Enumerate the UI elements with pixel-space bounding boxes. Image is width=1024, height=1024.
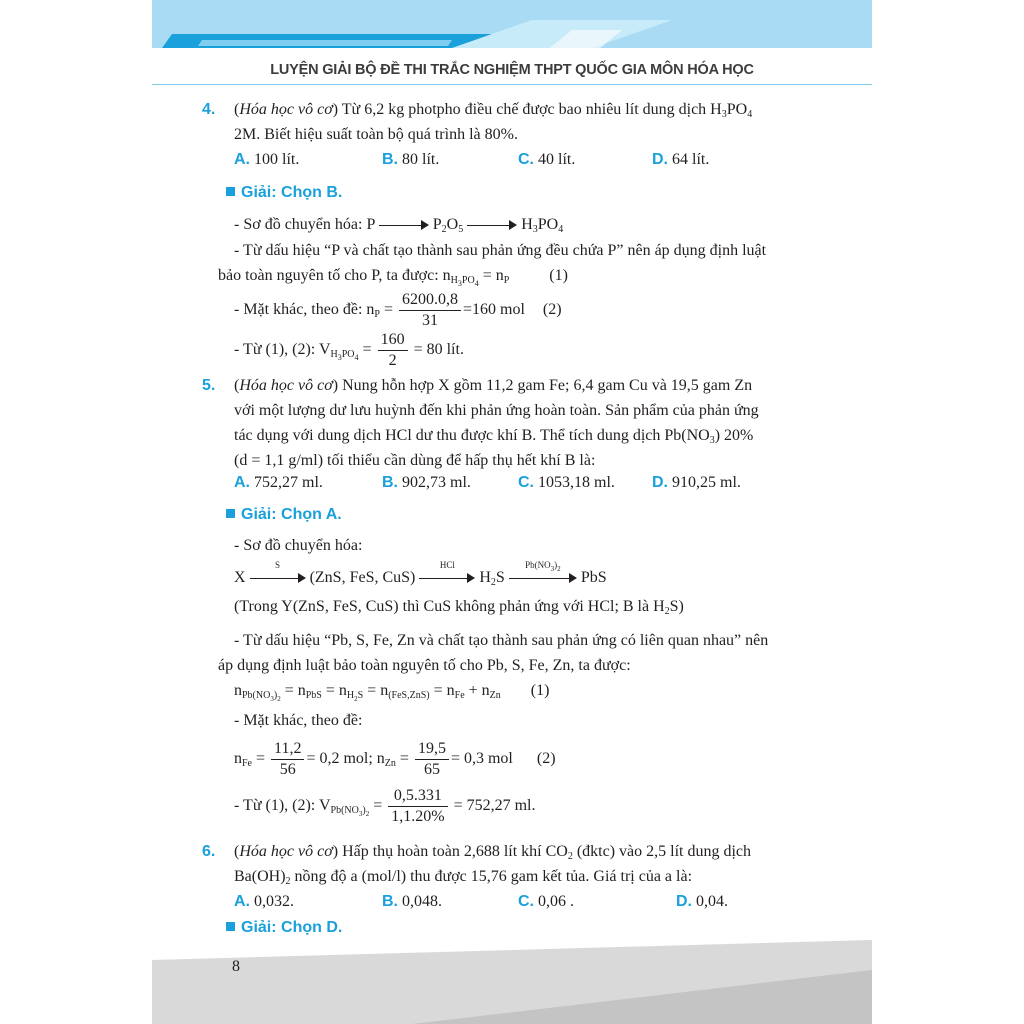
- question-number: 5.: [202, 377, 216, 394]
- equation-2: $n_{Fe}$ = $\frac{11,2}{56}$ = 0,2 mol; $n_{Zn}$ = $\frac{19,5}{65}$ = 0,3 mol (2): [234, 740, 556, 778]
- solution-line: bảo toàn nguyên tố cho P, ta được: $n_{H_3PO_4} = n_P$ (1): [218, 267, 568, 288]
- topic: Hóa học vô cơ: [239, 843, 333, 860]
- book-page: [152, 0, 872, 1024]
- solution-line: - Mặt khác, theo đề: $n_P$ = $\frac{6200.0,8}{31}$ =160 mol (2): [234, 291, 562, 329]
- option-b[interactable]: B. 902,73 ml.: [382, 474, 471, 491]
- question-text: với một lượng dư lưu huỳnh đến khi phản ứng hoàn toàn. Sản phẩm của phản ứng: [234, 402, 759, 419]
- option-d[interactable]: D. 910,25 ml.: [652, 474, 741, 491]
- option-d[interactable]: D. 0,04.: [676, 893, 728, 910]
- equation-1: $n_{Pb(NO_3)_2} = n_{PbS} = n_{H_2S} = n_{(FeS,ZnS)} = n_{Fe} + n_{Zn}$ (1): [234, 682, 550, 703]
- question-text: tác dụng với dung dịch HCl dư thu được khí B. Thể tích dung dịch $Pb(NO_3)$ 20%: [234, 427, 754, 446]
- option-c[interactable]: C. 0,06 .: [518, 893, 574, 910]
- question-text: (d = 1,1 g/ml) tối thiểu cần dùng để hấp thụ hết khí B là:: [234, 452, 596, 469]
- solution-line: - Từ dấu hiệu “Pb, S, Fe, Zn và chất tạo thành sau phản ứng có liên quan nhau” nên: [234, 632, 769, 649]
- solution-line: - Mặt khác, theo đề:: [234, 712, 363, 729]
- question-text: 2M. Biết hiệu suất toàn bộ quá trình là 80%.: [234, 126, 518, 143]
- question-text: $Ba(OH)_2$ nồng độ a (mol/l) thu được 15,76 gam kết tủa. Giá trị của a là:: [234, 868, 693, 887]
- option-c[interactable]: C. 40 lít.: [518, 151, 576, 168]
- option-b[interactable]: B. 0,048.: [382, 893, 442, 910]
- option-a[interactable]: A. 0,032.: [234, 893, 294, 910]
- page-number: 8: [232, 958, 240, 975]
- solution-line: (Trong Y(ZnS, FeS, CuS) thì CuS không phản ứng với HCl; B là $H_2S$): [234, 598, 684, 617]
- question-4: 4. (Hóa học vô cơ) Từ 6,2 kg photpho điều chế được bao nhiêu lít dung dịch $H_3PO_4$: [234, 98, 834, 121]
- header-stripes: [152, 0, 872, 48]
- reaction-scheme: X S (ZnS, FeS, CuS) HCl $H_2S$ $Pb(NO_3)_2$ PbS: [234, 560, 607, 588]
- solution-heading: Giải: Chọn B.: [226, 181, 342, 204]
- topic: Hóa học vô cơ: [239, 377, 333, 394]
- option-a[interactable]: A. 100 lít.: [234, 151, 300, 168]
- footer-band: [152, 940, 872, 1024]
- header-rule: [152, 84, 872, 85]
- solution-line: - Sơ đồ chuyển hóa:: [234, 537, 363, 554]
- solution-line: - Từ (1), (2): $V_{H_3PO_4}$ = $\frac{160}{2}$ = 80 lít.: [234, 331, 464, 369]
- question-5: 5. (Hóa học vô cơ) Nung hỗn hợp X gồm 11,2 gam Fe; 6,4 gam Cu và 19,5 gam Zn: [234, 374, 752, 397]
- question-number: 4.: [202, 101, 216, 118]
- question-number: 6.: [202, 843, 216, 860]
- option-a[interactable]: A. 752,27 ml.: [234, 474, 323, 491]
- solution-line: - Từ (1), (2): $V_{Pb(NO_3)_2}$ = $\frac{0,5.331}{1,1.20\%}$ = 752,27 ml.: [234, 787, 536, 825]
- option-d[interactable]: D. 64 lít.: [652, 151, 710, 168]
- question-6: 6. (Hóa học vô cơ) Hấp thụ hoàn toàn 2,688 lít khí $CO_2$ (đktc) vào 2,5 lít dung dịch: [234, 840, 751, 863]
- option-b[interactable]: B. 80 lít.: [382, 151, 440, 168]
- option-c[interactable]: C. 1053,18 ml.: [518, 474, 615, 491]
- solution-heading: Giải: Chọn A.: [226, 503, 342, 526]
- solution-line: - Từ dấu hiệu “P và chất tạo thành sau phản ứng đều chứa P” nên áp dụng định luật: [234, 242, 767, 259]
- solution-heading: Giải: Chọn D.: [226, 916, 342, 939]
- topic: Hóa học vô cơ: [239, 101, 333, 118]
- solution-line: áp dụng định luật bảo toàn nguyên tố cho Pb, S, Fe, Zn, ta được:: [218, 657, 631, 674]
- solution-line: - Sơ đồ chuyển hóa: P $P_2O_5$ $H_3PO_4$: [234, 216, 564, 235]
- running-header: LUYỆN GIẢI BỘ ĐỀ THI TRẮC NGHIỆM THPT QUỐC GIA MÔN HÓA HỌC: [270, 62, 754, 78]
